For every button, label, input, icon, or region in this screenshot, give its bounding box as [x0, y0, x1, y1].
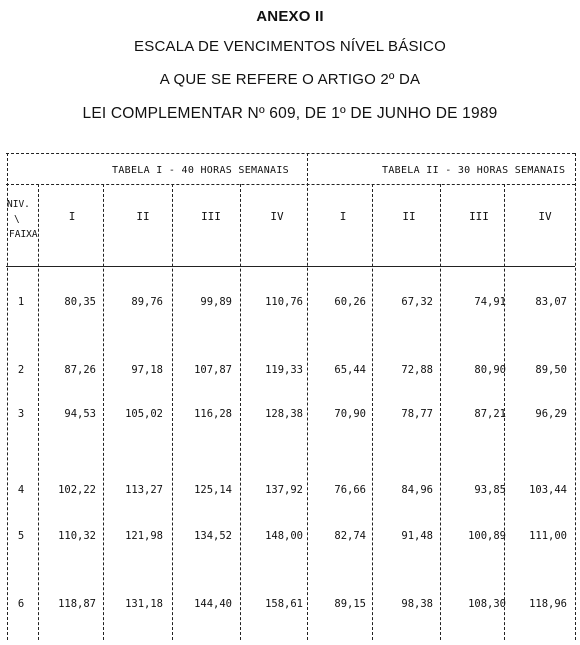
scale-title: ESCALA DE VENCIMENTOS NÍVEL BÁSICO	[134, 38, 446, 55]
value-cell: 107,87	[194, 364, 232, 376]
value-cell: 65,44	[334, 364, 366, 376]
value-cell: 110,32	[58, 530, 96, 542]
value-cell: 96,29	[535, 408, 567, 420]
column-header: III	[201, 210, 221, 223]
value-cell: 125,14	[194, 484, 232, 496]
article-reference: A QUE SE REFERE O ARTIGO 2º DA	[159, 71, 421, 88]
nivel-cell: 3	[17, 408, 25, 420]
value-cell: 78,77	[401, 408, 433, 420]
header-bottom-rule	[6, 266, 575, 267]
value-cell: 89,76	[131, 296, 163, 308]
value-cell: 74,91	[474, 296, 506, 308]
table-top-rule	[6, 153, 575, 154]
law-reference: LEI COMPLEMENTAR Nº 609, DE 1º DE JUNHO DE 1989	[82, 105, 498, 122]
value-cell: 84,96	[401, 484, 433, 496]
annex-title: ANEXO II	[256, 8, 324, 25]
nivel-cell: 6	[17, 598, 25, 610]
column-separator	[240, 184, 241, 640]
value-cell: 102,22	[58, 484, 96, 496]
value-cell: 76,66	[334, 484, 366, 496]
value-cell: 89,50	[535, 364, 567, 376]
column-header: IV	[270, 210, 284, 223]
value-cell: 137,92	[265, 484, 303, 496]
value-cell: 93,85	[474, 484, 506, 496]
value-cell: 91,48	[401, 530, 433, 542]
value-cell: 87,21	[474, 408, 506, 420]
value-cell: 72,88	[401, 364, 433, 376]
value-cell: 148,00	[265, 530, 303, 542]
column-header: III	[469, 210, 489, 223]
value-cell: 134,52	[194, 530, 232, 542]
group1-title: TABELA I - 40 HORAS SEMANAIS	[112, 165, 289, 176]
column-header: II	[136, 210, 150, 223]
nivel-cell: 1	[17, 296, 25, 308]
axis-label-faixa: FAIXA	[9, 229, 38, 240]
value-cell: 94,53	[64, 408, 96, 420]
value-cell: 80,90	[474, 364, 506, 376]
group2-title: TABELA II - 30 HORAS SEMANAIS	[382, 165, 566, 176]
value-cell: 83,07	[535, 296, 567, 308]
value-cell: 158,61	[265, 598, 303, 610]
value-cell: 118,87	[58, 598, 96, 610]
value-cell: 119,33	[265, 364, 303, 376]
column-header: IV	[538, 210, 552, 223]
value-cell: 99,89	[200, 296, 232, 308]
value-cell: 116,28	[194, 408, 232, 420]
nivel-cell: 5	[17, 530, 25, 542]
column-header: II	[402, 210, 416, 223]
value-cell: 82,74	[334, 530, 366, 542]
column-separator	[7, 153, 8, 640]
axis-label-nivel: NIV.	[7, 199, 30, 210]
column-separator	[440, 184, 441, 640]
value-cell: 80,35	[64, 296, 96, 308]
value-cell: 60,26	[334, 296, 366, 308]
value-cell: 113,27	[125, 484, 163, 496]
value-cell: 103,44	[529, 484, 567, 496]
value-cell: 87,26	[64, 364, 96, 376]
value-cell: 131,18	[125, 598, 163, 610]
value-cell: 105,02	[125, 408, 163, 420]
axis-label-slash: \	[14, 214, 20, 225]
nivel-cell: 2	[17, 364, 25, 376]
nivel-cell: 4	[17, 484, 25, 496]
value-cell: 70,90	[334, 408, 366, 420]
value-cell: 89,15	[334, 598, 366, 610]
value-cell: 108,30	[468, 598, 506, 610]
value-cell: 128,38	[265, 408, 303, 420]
column-separator	[575, 153, 576, 640]
column-separator	[307, 153, 308, 640]
value-cell: 98,38	[401, 598, 433, 610]
value-cell: 110,76	[265, 296, 303, 308]
value-cell: 97,18	[131, 364, 163, 376]
value-cell: 67,32	[401, 296, 433, 308]
value-cell: 100,89	[468, 530, 506, 542]
value-cell: 144,40	[194, 598, 232, 610]
column-header: I	[68, 210, 76, 223]
value-cell: 121,98	[125, 530, 163, 542]
group-title-rule	[6, 184, 575, 185]
value-cell: 118,96	[529, 598, 567, 610]
value-cell: 111,00	[529, 530, 567, 542]
column-header: I	[339, 210, 347, 223]
